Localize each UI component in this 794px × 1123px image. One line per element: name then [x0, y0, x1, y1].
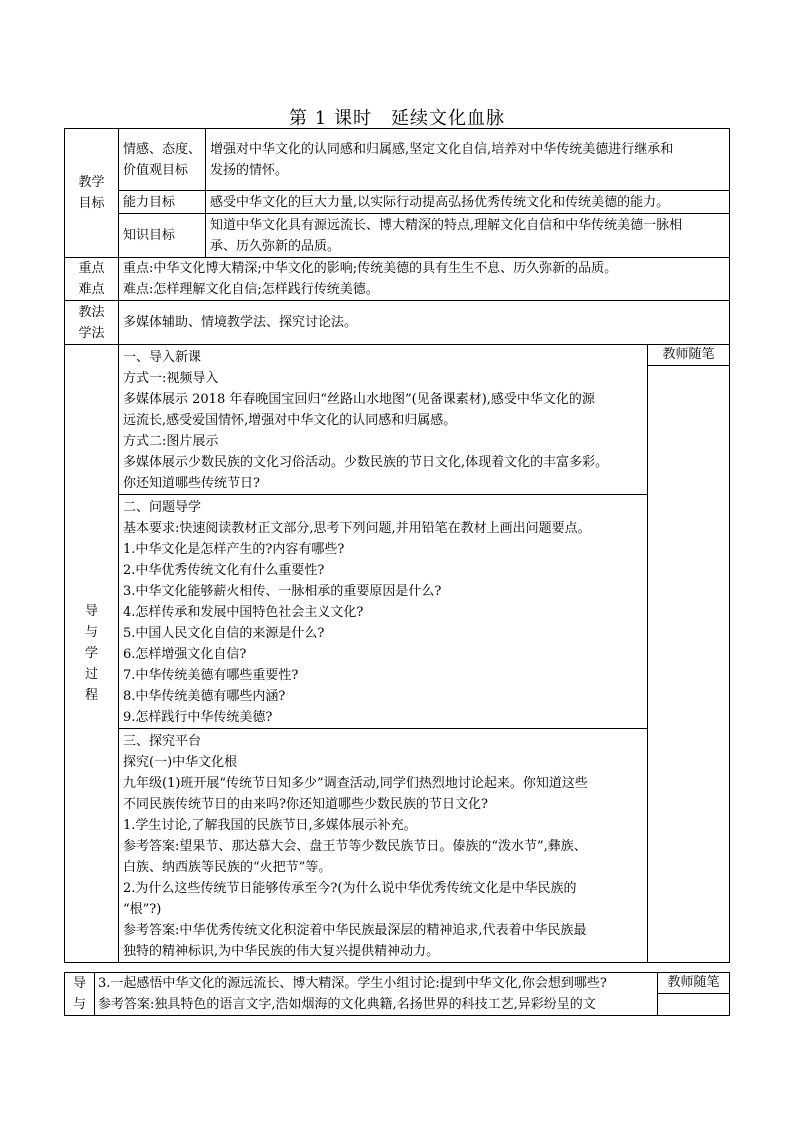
keypoints-text: 重点:中华文化博大精深;中华文化的影响;传统美德的具有生生不息、历久弥新的品质。 难点:怎样理解文化自信;怎样践行传统美德。	[119, 258, 730, 301]
section1-line: 远流长,感受爱国情怀,增强对中华文化的认同感和归属感。	[123, 413, 457, 428]
section1-line: 方式二:图片展示	[123, 434, 219, 449]
methods-text: 多媒体辅助、情境教学法、探究讨论法。	[119, 301, 730, 345]
section1-line: 多媒体展示少数民族的文化习俗活动。少数民族的节日文化,体现着文化的丰富多彩。	[123, 455, 609, 470]
page-title: 第 1 课时 延续文化血脉	[289, 108, 505, 129]
continuation-label: 导 与	[65, 973, 95, 1016]
objective-affective-label: 情感、态度、 价值观目标	[119, 129, 206, 191]
section2-line: 基本要求:快速阅读教材正文部分,思考下列问题,并用铅笔在教材上画出问题要点。	[123, 521, 591, 536]
continuation-text: 3.一起感悟中华文化的源远流长、博大精深。学生小组讨论:提到中华文化,你会想到哪些? 参考答案:独具特色的语言文字,浩如烟海的文化典籍,名扬世界的科技工艺,异彩纷呈的文	[95, 973, 658, 1016]
objective-affective-text: 增强对中华文化的认同感和归属感,坚定文化自信,培养对中华传统美德进行继承和 发扬的情怀。	[206, 129, 730, 191]
section2-line: 6.怎样增强文化自信?	[123, 647, 247, 662]
section1-line: 你还知道哪些传统节日?	[123, 476, 260, 491]
teacher-notes-label: 教师随笔	[648, 345, 729, 366]
section2-line: 5.中国人民文化自信的来源是什么?	[123, 626, 325, 641]
section-introduction	[119, 345, 648, 495]
section3-line: 九年级(1)班开展“传统节日知多少”调查活动,同学们热烈地讨论起来。你知道这些	[123, 776, 588, 791]
teacher-notes-column	[648, 345, 730, 963]
keypoints-label: 重点 难点	[65, 258, 119, 301]
section2-line: 2.中华优秀传统文化有什么重要性?	[123, 563, 325, 578]
section3-line: 三、探究平台	[123, 734, 202, 749]
methods-label: 教法 学法	[65, 301, 119, 345]
continuation-table	[64, 972, 730, 1016]
section3-line: 不同民族传统节日的由来吗?你还知道哪些少数民族的节日文化?	[123, 797, 488, 812]
section3-line: 2.为什么这些传统节日能够传承至今?(为什么说中华优秀传统文化是中华民族的	[123, 881, 577, 896]
process-label: 导 与 学 过 程	[65, 345, 119, 963]
section2-line: 3.中华文化能够薪火相传、一脉相承的重要原因是什么?	[123, 584, 442, 599]
lesson-plan-table	[64, 128, 730, 963]
section2-line: 9.怎样践行中华传统美德?	[123, 710, 273, 725]
section-exploration	[119, 729, 648, 963]
objective-ability-text: 感受中华文化的巨大力量,以实际行动提高弘扬优秀传统文化和传统美德的能力。	[206, 191, 730, 214]
section3-line: 白族、纳西族等民族的“火把节”等。	[123, 860, 332, 875]
section2-line: 7.中华传统美德有哪些重要性?	[123, 668, 299, 683]
objective-knowledge-label: 知识目标	[119, 214, 206, 258]
section3-line: 参考答案:中华优秀传统文化积淀着中华民族最深层的精神追求,代表着中华民族最	[123, 923, 587, 938]
section1-line: 多媒体展示 2018 年春晚国宝回归“丝路山水地图”(见备课素材),感受中华文化的源	[123, 392, 595, 407]
section3-line: 1.学生讨论,了解我国的民族节日,多媒体展示补充。	[123, 818, 417, 833]
section2-line: 4.怎样传承和发展中国特色社会主义文化?	[123, 605, 364, 620]
section3-line: 探究(一)中华文化根	[123, 755, 238, 770]
section-question-guide	[119, 495, 648, 729]
section2-line: 8.中华传统美德有哪些内涵?	[123, 689, 286, 704]
section3-line: “根”?)	[123, 902, 162, 917]
section2-line: 二、问题导学	[123, 500, 202, 515]
section1-line: 一、导入新课	[123, 350, 202, 365]
continuation-notes-column	[658, 973, 730, 1016]
section3-line: 参考答案:望果节、那达慕大会、盘王节等少数民族节日。傣族的“泼水节”,彝族、	[123, 839, 587, 854]
objectives-label: 教学 目标	[65, 129, 119, 258]
section2-line: 1.中华文化是怎样产生的?内容有哪些?	[123, 542, 345, 557]
continuation-notes-label: 教师随笔	[658, 973, 729, 994]
section1-line: 方式一:视频导入	[123, 371, 219, 386]
section3-line: 独特的精神标识,为中华民族的伟大复兴提供精神动力。	[123, 944, 440, 959]
objective-ability-label: 能力目标	[119, 191, 206, 214]
objective-knowledge-text: 知道中华文化具有源远流长、博大精深的特点,理解文化自信和中华传统美德一脉相 承、历久弥新的品质。	[206, 214, 730, 258]
